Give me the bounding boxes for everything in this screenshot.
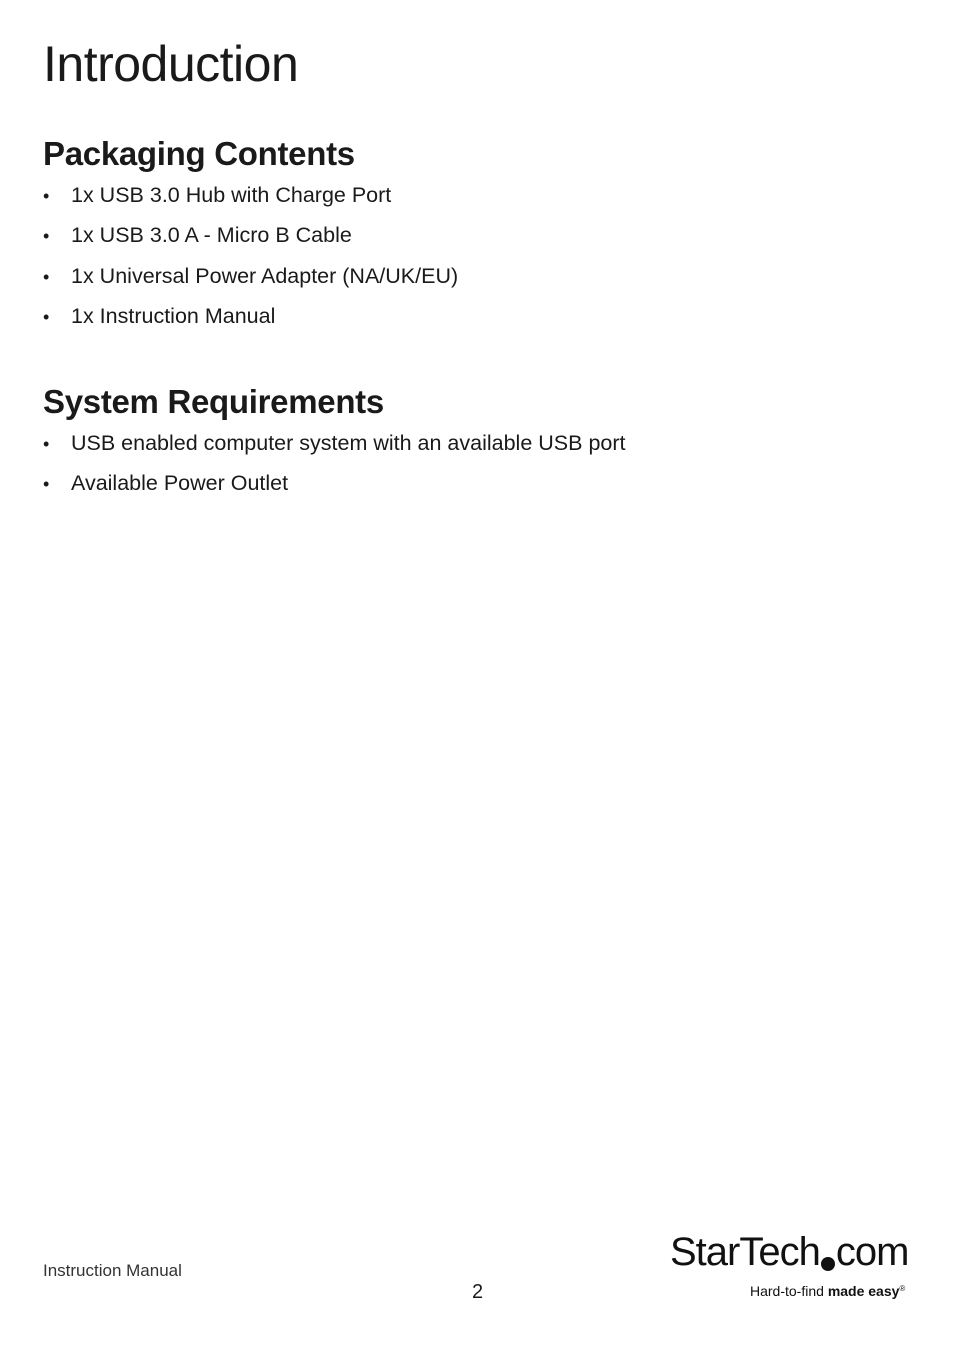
list-item-text: 1x Instruction Manual: [71, 303, 276, 328]
tagline-regular: Hard-to-find: [750, 1283, 828, 1299]
packaging-contents-list: [43, 183, 458, 344]
list-item: [43, 183, 458, 223]
bullet-icon: •: [43, 306, 50, 327]
startech-logo: [670, 1232, 915, 1302]
list-item: [43, 431, 626, 471]
list-item: [43, 304, 458, 344]
bullet-icon: •: [43, 186, 50, 206]
list-item: [43, 264, 458, 304]
bullet-icon: •: [43, 474, 50, 495]
list-item-text: 1x USB 3.0 A - Micro B Cable: [71, 223, 352, 248]
page-title: Introduction: [43, 36, 299, 92]
list-item-text: 1x Universal Power Adapter (NA/UK/EU): [71, 263, 459, 288]
page-number: 2: [472, 1281, 484, 1303]
list-item-text: USB enabled computer system with an available USB port: [71, 431, 626, 455]
logo-tld-text: com: [835, 1230, 909, 1274]
logo-wordmark: [670, 1232, 908, 1272]
footer-document-label: Instruction Manual: [43, 1261, 182, 1280]
bullet-icon: •: [43, 434, 50, 454]
logo-tagline: [750, 1283, 905, 1299]
list-item-text: 1x USB 3.0 Hub with Charge Port: [71, 183, 392, 207]
tagline-bold: made easy: [827, 1283, 900, 1299]
list-item-text: Available Power Outlet: [71, 471, 289, 496]
packaging-contents-heading: Packaging Contents: [43, 135, 355, 172]
list-item: [43, 471, 626, 511]
system-requirements-heading: System Requirements: [43, 383, 384, 420]
logo-brand-text: StarTech: [670, 1230, 820, 1274]
registered-mark: ®: [899, 1284, 906, 1293]
bullet-icon: •: [43, 266, 50, 287]
logo-dot-icon: [821, 1257, 835, 1271]
list-item: [43, 223, 458, 263]
bullet-icon: •: [43, 226, 50, 247]
system-requirements-list: [43, 431, 626, 512]
